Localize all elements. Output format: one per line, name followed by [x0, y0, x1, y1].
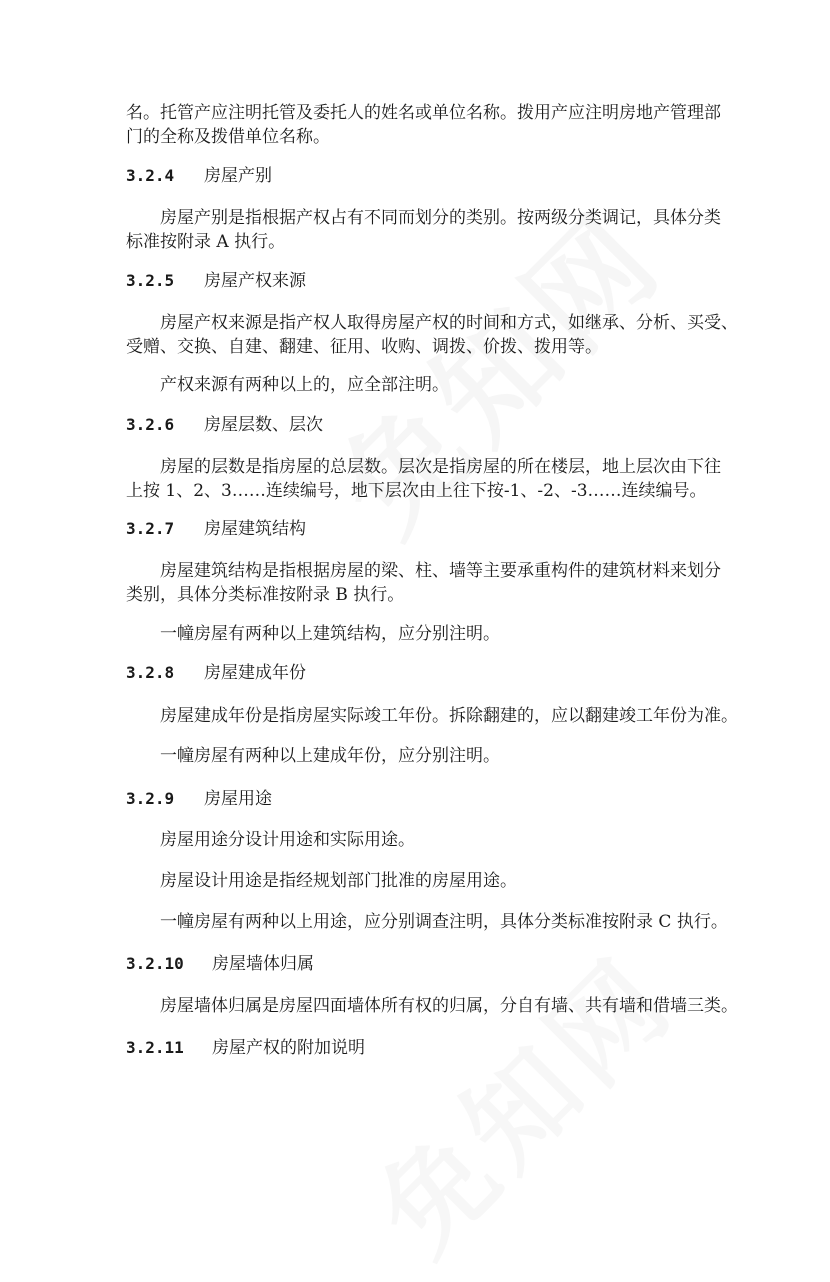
watermark: [337, 916, 703, 1282]
section-heading-3-2-9: [126, 787, 272, 811]
section-title: 房屋层数、层次: [204, 415, 323, 435]
paragraph-line: 房屋建成年份是指房屋实际竣工年份。拆除翻建的，应以翻建竣工年份为准。: [160, 706, 738, 726]
section-heading-3-2-8: [126, 661, 306, 685]
section-heading-3-2-4: [126, 164, 272, 188]
section-number: 3.2.6: [126, 415, 175, 434]
paragraph-line: 房屋产别是指根据产权占有不同而划分的类别。按两级分类调记，具体分类: [160, 208, 721, 228]
paragraph-line: 标准按附录 A 执行。: [126, 232, 286, 252]
paragraph-line: 房屋建筑结构是指根据房屋的梁、柱、墙等主要承重构件的建筑材料来划分: [160, 561, 721, 581]
section-number: 3.2.11: [126, 1038, 184, 1057]
paragraph-line: 一幢房屋有两种以上建成年份，应分别注明。: [160, 746, 500, 766]
section-heading-3-2-7: [126, 517, 306, 541]
paragraph-line: 房屋用途分设计用途和实际用途。: [160, 830, 415, 850]
section-title: 房屋墙体归属: [212, 954, 314, 974]
paragraph-line: 房屋墙体归属是房屋四面墙体所有权的归属，分自有墙、共有墙和借墙三类。: [160, 996, 738, 1016]
section-title: 房屋产别: [204, 166, 272, 186]
section-title: 房屋建筑结构: [204, 519, 306, 539]
paragraph-line: 房屋产权来源是指产权人取得房屋产权的时间和方式，如继承、分析、买受、: [160, 313, 738, 333]
paragraph-line: 一幢房屋有两种以上建筑结构，应分别注明。: [160, 624, 500, 644]
section-heading-3-2-10: [126, 952, 314, 976]
paragraph-line: 产权来源有两种以上的，应全部注明。: [160, 375, 449, 395]
paragraph-line: 名。托管产应注明托管及委托人的姓名或单位名称。拨用产应注明房地产管理部: [126, 103, 721, 123]
section-heading-3-2-6: [126, 413, 323, 437]
paragraph-line: 门的全称及拨借单位名称。: [126, 127, 330, 147]
section-number: 3.2.8: [126, 663, 175, 682]
section-number: 3.2.10: [126, 954, 184, 973]
section-title: 房屋产权来源: [204, 271, 306, 291]
paragraph-line: 房屋设计用途是指经规划部门批准的房屋用途。: [160, 871, 517, 891]
section-heading-3-2-5: [126, 269, 306, 293]
section-number: 3.2.5: [126, 271, 175, 290]
section-number: 3.2.9: [126, 789, 175, 808]
paragraph-line: 房屋的层数是指房屋的总层数。层次是指房屋的所在楼层，地上层次由下往: [160, 457, 721, 477]
section-title: 房屋产权的附加说明: [212, 1038, 365, 1058]
section-title: 房屋用途: [204, 789, 272, 809]
paragraph-line: 类别，具体分类标准按附录 B 执行。: [126, 585, 405, 605]
paragraph-line: 受赠、交换、自建、翻建、征用、收购、调拨、价拨、拨用等。: [126, 337, 602, 357]
section-heading-3-2-11: [126, 1036, 365, 1060]
paragraph-line: 上按 1、2、3……连续编号，地下层次由上往下按-1、-2、-3……连续编号。: [126, 481, 707, 501]
paragraph-line: 一幢房屋有两种以上用途，应分别调查注明，具体分类标准按附录 C 执行。: [160, 912, 728, 932]
section-number: 3.2.7: [126, 519, 175, 538]
section-title: 房屋建成年份: [204, 663, 306, 683]
section-number: 3.2.4: [126, 166, 175, 185]
